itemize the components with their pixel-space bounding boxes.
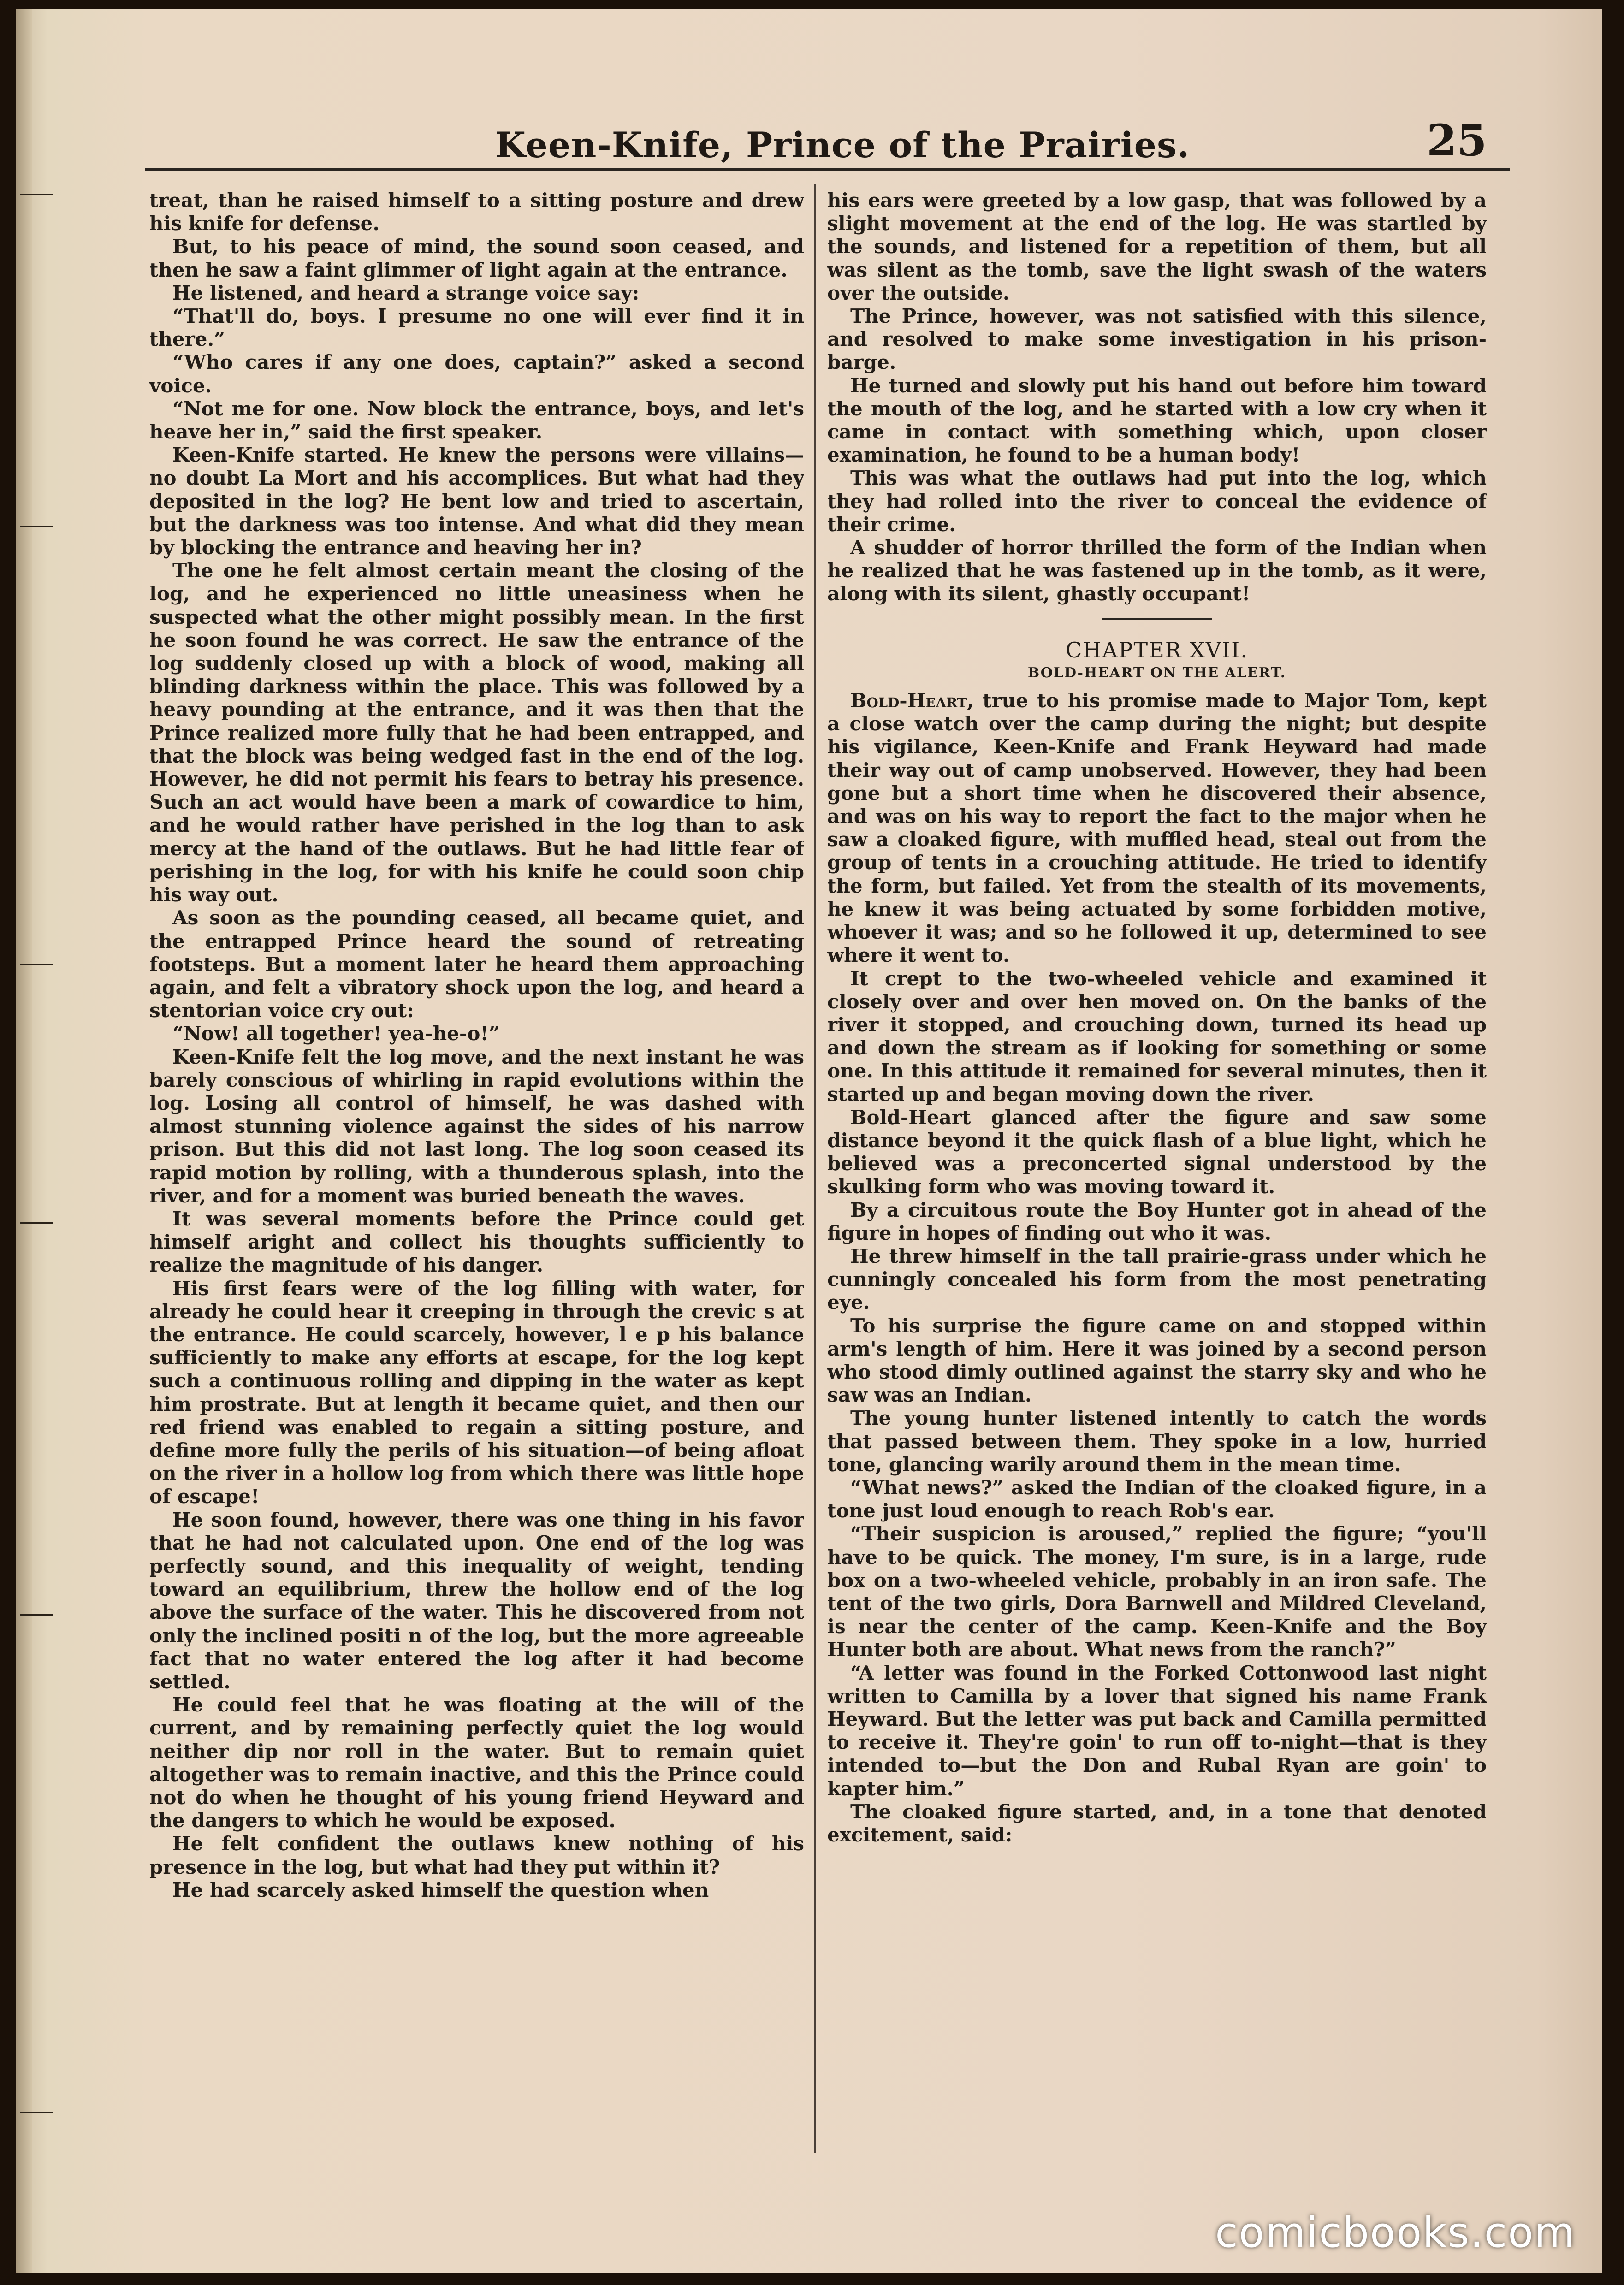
binding-stitch — [20, 1222, 53, 1228]
paragraph: By a circuitous route the Boy Hunter got in ahead of the figure in hopes of finding out who it was. — [827, 1198, 1487, 1244]
paragraph: He listened, and heard a strange voice say: — [172, 281, 640, 304]
watermark: comicbooks.com — [1215, 2208, 1576, 2257]
binding-stitch — [20, 2112, 53, 2118]
paragraph: A shudder of horror thrilled the form of the Indian when he realized that he was fastened up in the tomb, as it were, along with its silent, ghastly occupant! — [827, 536, 1487, 605]
paragraph: The young hunter listened intently to catch the words that passed between them. They spoke in a low, hurried tone, glancing warily around them in the mean time. — [827, 1407, 1487, 1476]
paragraph: “Not me for one. Now block the entrance, boys, and let's heave her in,” said the first speaker. — [149, 397, 804, 444]
paragraph: It was several moments before the Prince could get himself aright and collect his thoughts sufficiently to realize the magnitude of his danger. — [149, 1207, 804, 1277]
paragraph: “Who cares if any one does, captain?” asked a second voice. — [149, 351, 804, 397]
paragraph: The one he felt almost certain meant the closing of the log, and he experienced no little uneasiness when he suspected what the other might possibly mean. In the first he soon found he was correct. He saw the entrance of the log suddenly closed up with a block of wood, making all blinding darkness within the place. This was followed by a heavy pounding at the entrance, and it was then that the Prince realized more fully that he had been entrapped, and that the block was being wedged fast in the end of the log. However, he did not permit his fears to betray his presence. Such an act would have been a mark of cowardice to him, and he would rather have perished in the log than to ask mercy at the hand of the outlaws. But he had little fear of perishing in the log, for with his knife he could soon chip his way out. — [149, 559, 804, 906]
paragraph: He could feel that he was floating at the will of the current, and by remaining perfectly quiet the log would neither dip nor roll in the water. But to remain quiet altogether was to remain inactive, and this the Prince could not do when he thought of his young friend Heyward and the dangers to which he would be exposed. — [149, 1693, 804, 1832]
paragraph: “Now! all together! yea-he-o!” — [172, 1022, 500, 1045]
chapter-subtitle: BOLD-HEART ON THE ALERT. — [1027, 664, 1286, 681]
page-title: Keen-Knife, Prince of the Prairies. — [495, 124, 1190, 166]
paragraph: He turned and slowly put his hand out before him toward the mouth of the log, and he started with a low cry when it came in contact with something which, upon closer examination, he found to be a human body! — [827, 374, 1487, 467]
paragraph: His first fears were of the log filling with water, for already he could hear it creeping in through the crevic s at the entrance. He could scarcely, however, l e p his balance sufficiently to make any efforts at escape, for the log kept such a continuous rolling and dipping in the water as kept him prostrate. But at length it became quiet, and then our red friend was enabled to regain a sitting posture, and define more fully the perils of his situation—of being afloat on the river in a hollow log from which there was little hope of escape! — [149, 1277, 804, 1508]
running-header — [16, 115, 1602, 171]
paragraph: Keen-Knife started. He knew the persons were villains—no doubt La Mort and his accomplices. But what had they deposited in the log? He bent low and tried to ascertain, but the darkness was too intense. And what did they mean by blocking the entrance and heaving her in? — [149, 444, 804, 559]
paragraph: He felt confident the outlaws knew nothing of his presence in the log, but what had they put within it? — [149, 1832, 804, 1878]
page-binding — [16, 9, 32, 2273]
chapter-title: CHAPTER XVII. — [1066, 637, 1248, 663]
paragraph: But, to his peace of mind, the sound soon ceased, and then he saw a faint glimmer of light again at the entrance. — [149, 235, 804, 281]
paragraph: He soon found, however, there was one thing in his favor that he had not calculated upon. One end of the log was perfectly sound, and this inequality of weight, tending toward an equilibrium, threw the hollow end of the log above the surface of the water. This he discovered from not only the inclined positi n of the log, but the more agreeable fact that no water entered the log after it had become settled. — [149, 1508, 804, 1693]
paragraph: Keen-Knife felt the log move, and the next instant he was barely conscious of whirling in rapid evolutions within the log. Losing all control of himself, he was dashed with almost stunning violence against the sides of his narrow prison. But this did not last long. The log soon ceased its rapid motion by rolling, with a thunderous splash, into the river, and for a moment was buried beneath the waves. — [149, 1045, 804, 1207]
lead-text: true to his promise made to Major Tom, kept a close watch over the camp during the night; but despite his vigilance, Keen-Knife and Frank Heyward had made their way out of camp unobserved. However, they had been gone but a short time when he discovered their absence, and was on his way to report the fact to the major when he saw a cloaked figure, with muffled head, steal out from the group of tents in a crouching attitude. He tried to identify the form, but failed. Yet from the stealth of its movements, he knew it was being actuated by some forbidden motive, whoever it was; and so he followed it up, determined to see where it went to. — [827, 689, 1487, 967]
right-column — [827, 189, 1487, 2153]
paragraph: “What news?” asked the Indian of the cloaked figure, in a tone just loud enough to reach Rob's ear. — [827, 1476, 1487, 1522]
column-divider — [814, 184, 816, 2153]
paragraph: The cloaked figure started, and, in a tone that denoted excitement, said: — [827, 1800, 1487, 1847]
page-number: 25 — [1427, 115, 1487, 166]
paragraph: The Prince, however, was not satisfied with this silence, and resolved to make some investigation in his prison-barge. — [827, 305, 1487, 374]
paragraph — [827, 689, 1487, 967]
lead-name: Bold-Heart, — [850, 689, 974, 712]
header-rule — [145, 168, 1510, 171]
paragraph: his ears were greeted by a low gasp, that was followed by a slight movement at the end of the log. He was startled by the sounds, and listened for a repetition of them, but all was silent as the tomb, save the light swash of the waters over the outside. — [827, 189, 1487, 304]
scanned-page — [16, 9, 1602, 2273]
paragraph: He threw himself in the tall prairie-grass under which he cunningly concealed his form from the most penetrating eye. — [827, 1244, 1487, 1314]
section-rule — [1102, 618, 1212, 620]
paragraph: “Their suspicion is aroused,” replied the figure; “you'll have to be quick. The money, I'm sure, is in a large, rude box on a two-wheeled vehicle, probably in an iron safe. The tent of the two girls, Dora Barnwell and Mildred Cleveland, is near the center of the camp. Keen-Knife and the Boy Hunter both are about. What news from the ranch?” — [827, 1522, 1487, 1661]
paragraph: He had scarcely asked himself the question when — [172, 1878, 709, 1901]
binding-stitch — [20, 526, 53, 532]
paragraph: “A letter was found in the Forked Cottonwood last night written to Camilla by a lover that signed his name Frank Heyward. But the letter was put back and Camilla permitted to receive it. They're goin' to run off to-night—that is they intended to—but the Don and Rubal Ryan are goin' to kapter him.” — [827, 1661, 1487, 1800]
paragraph: To his surprise the figure came on and stopped within arm's length of him. Here it was joined by a second person who stood dimly outlined against the starry sky and who he saw was an Indian. — [827, 1314, 1487, 1407]
binding-stitch — [20, 964, 53, 970]
paragraph: This was what the outlaws had put into the log, which they had rolled into the river to conceal the evidence of their crime. — [827, 467, 1487, 536]
paragraph: “That'll do, boys. I presume no one will ever find it in there.” — [149, 305, 804, 351]
paragraph: It crept to the two-wheeled vehicle and examined it closely over and over hen moved on. On the banks of the river it stopped, and crouching down, turned its head up and down the stream as if looking for something or some one. In this attitude it remained for several minutes, then it started up and began moving down the river. — [827, 967, 1487, 1106]
paragraph: As soon as the pounding ceased, all became quiet, and the entrapped Prince heard the sound of retreating footsteps. But a moment later he heard them approaching again, and felt a vibratory shock upon the log, and heard a stentorian voice cry out: — [149, 906, 804, 1022]
left-column — [149, 189, 804, 2153]
paragraph: treat, than he raised himself to a sitting posture and drew his knife for defense. — [149, 189, 804, 235]
binding-stitch — [20, 1614, 53, 1620]
paragraph: Bold-Heart glanced after the figure and saw some distance beyond it the quick flash of a blue light, which he believed was a preconcerted signal understood by the skulking form who was moving toward it. — [827, 1106, 1487, 1198]
binding-stitch — [20, 194, 53, 200]
